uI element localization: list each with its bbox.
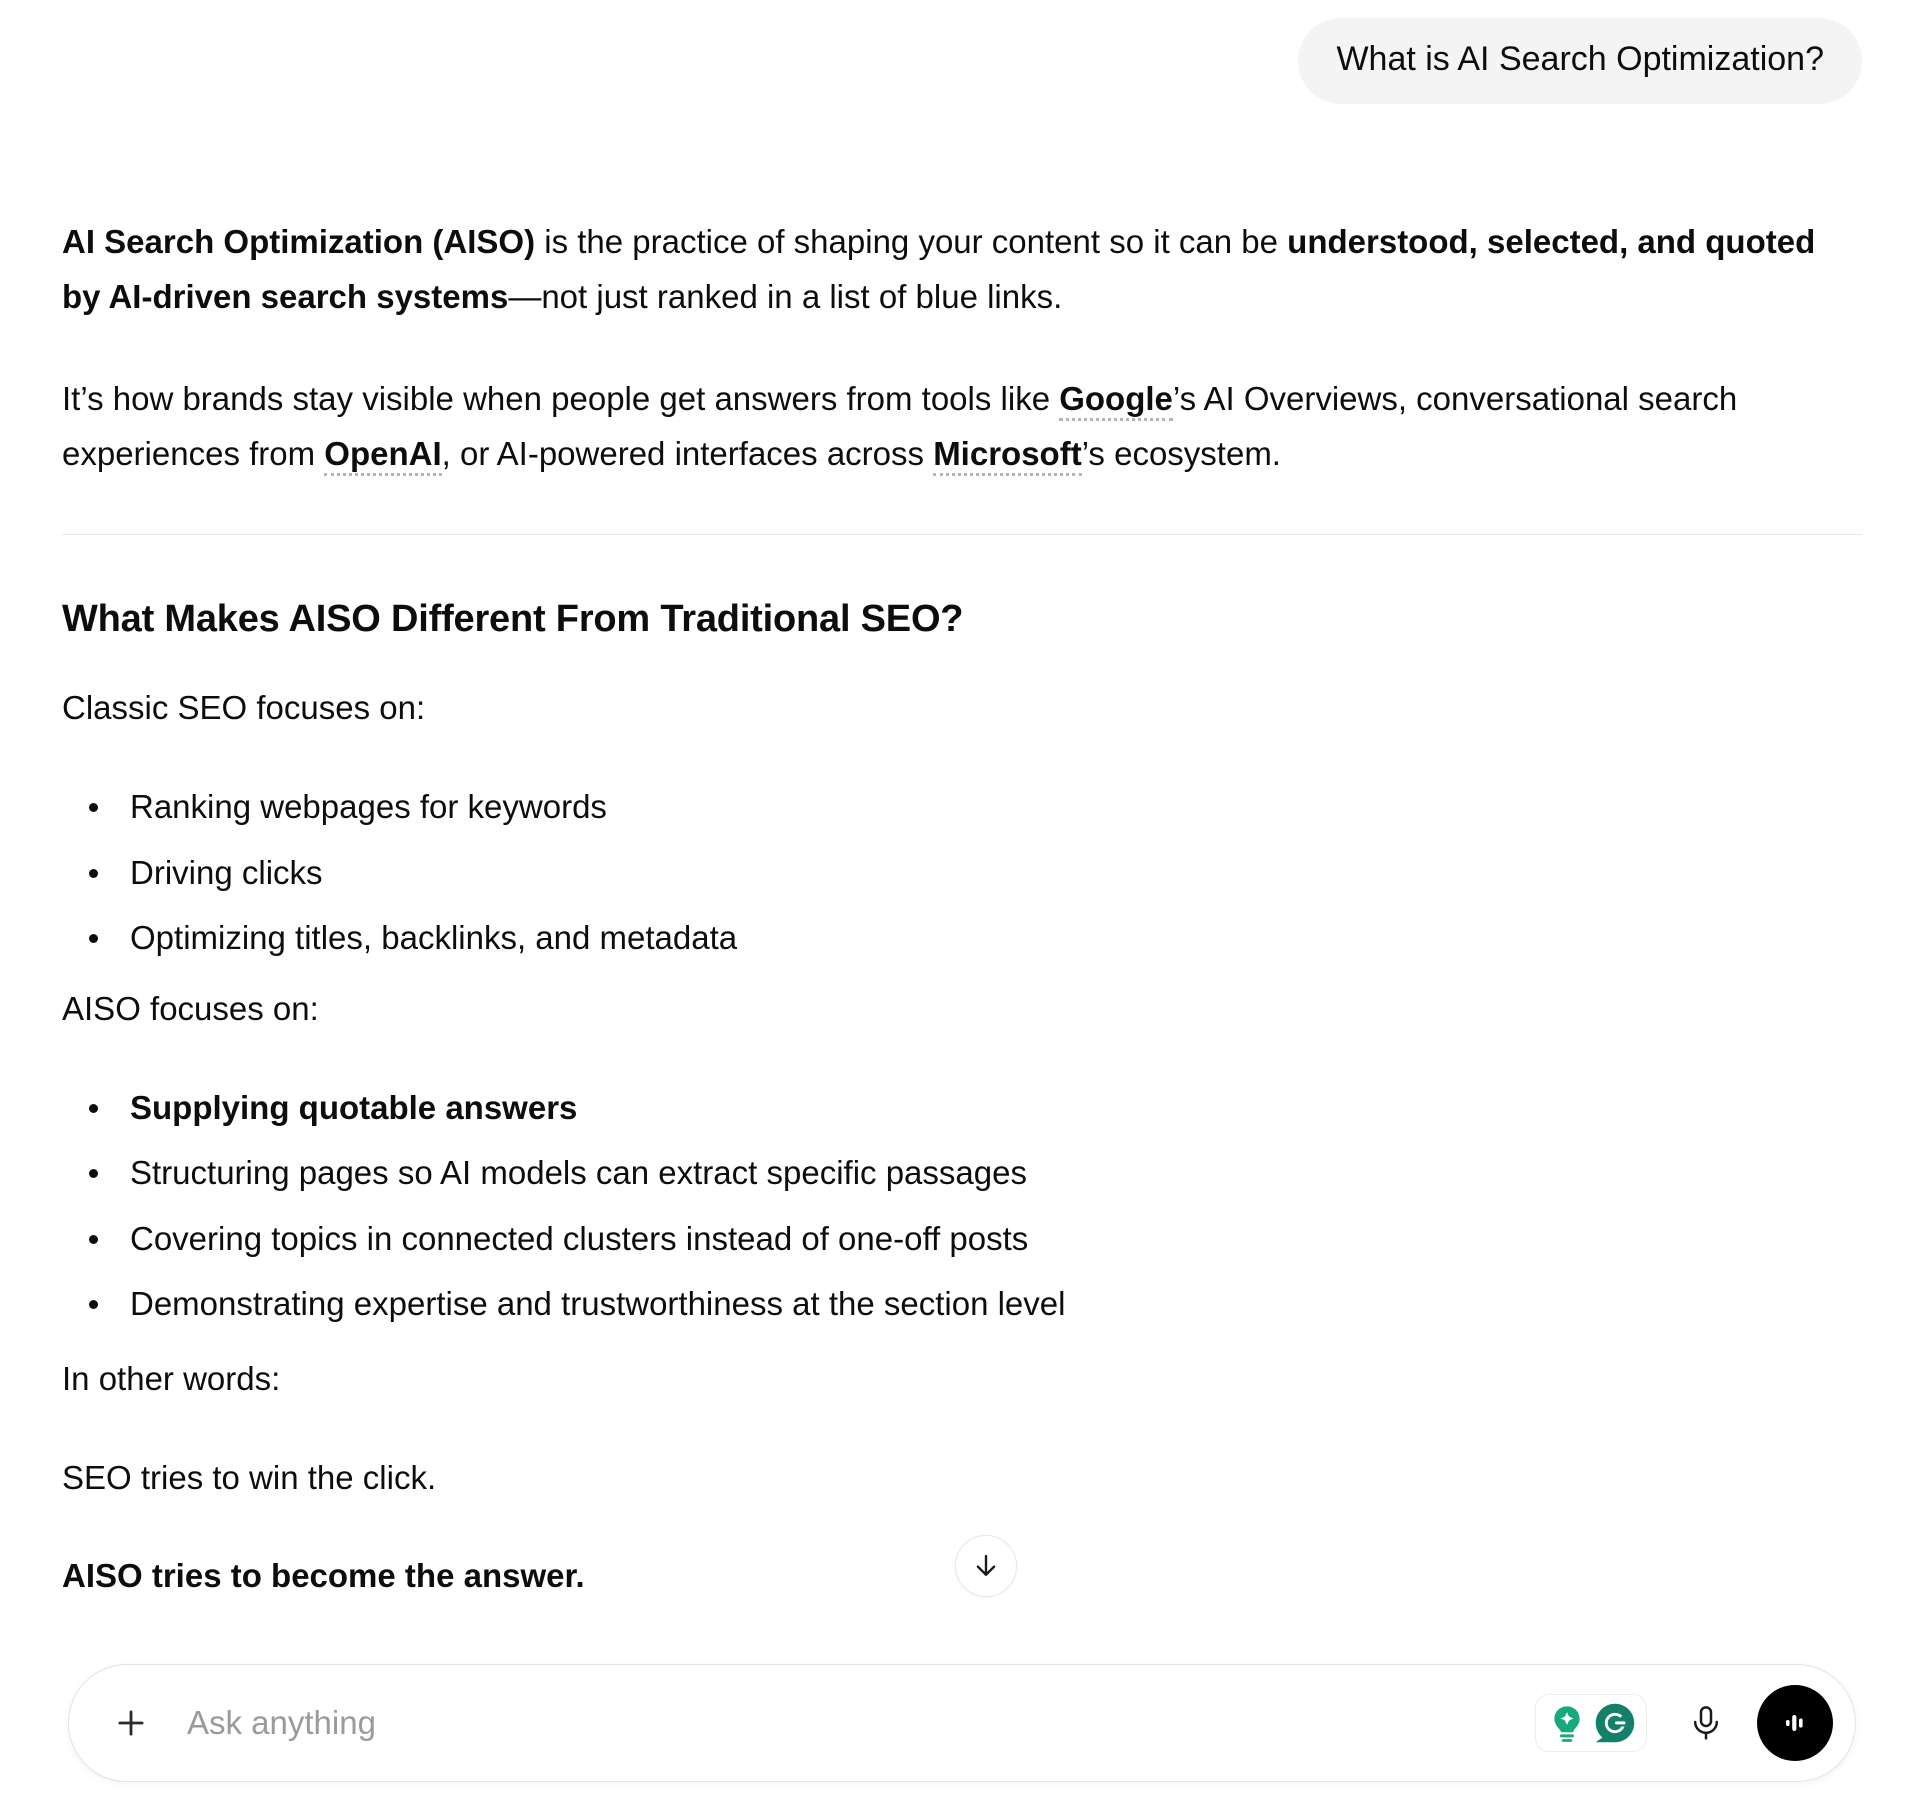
para2-segment-4: ’s ecosystem. <box>1081 435 1281 473</box>
para2-segment-3: , or AI-powered interfaces across <box>441 435 934 473</box>
grammarly-logo-icon[interactable] <box>1594 1702 1636 1744</box>
user-message-bubble[interactable]: What is AI Search Optimization? <box>1298 18 1862 104</box>
browser-extension-badges[interactable] <box>1535 1694 1647 1752</box>
list-item: Demonstrating expertise and trustworthiness at the section level <box>62 1278 1862 1329</box>
voice-waveform-icon <box>1775 1703 1815 1743</box>
assistant-paragraph-1 <box>62 214 1862 325</box>
para2-segment-1: It’s how brands stay visible when people get answers from tools like <box>62 379 1060 417</box>
para1-middle: is the practice of shaping your content so it can be <box>535 222 1288 260</box>
brand-mention-google[interactable]: Google <box>1059 380 1173 421</box>
plus-icon <box>112 1704 150 1742</box>
composer-actions <box>1535 1685 1833 1761</box>
composer-container <box>0 1664 1924 1818</box>
content-divider <box>62 534 1862 535</box>
list-item: Ranking webpages for keywords <box>62 781 1862 832</box>
scroll-to-bottom-button[interactable] <box>955 1535 1017 1597</box>
ask-anything-input[interactable] <box>159 1693 1535 1753</box>
arrow-down-icon <box>971 1551 1001 1581</box>
assistant-paragraph-2 <box>62 371 1862 482</box>
para1-bold-lead: AI Search Optimization (AISO) <box>62 222 536 260</box>
list-item: Driving clicks <box>62 847 1862 898</box>
user-message-row <box>62 18 1862 104</box>
para2-segment-2: ’s AI Overviews, conversational search experiences from <box>62 379 1738 473</box>
microphone-icon <box>1686 1703 1726 1743</box>
lightbulb-sparkle-icon[interactable] <box>1546 1702 1588 1744</box>
assistant-message <box>62 214 1862 1603</box>
dictate-microphone-button[interactable] <box>1677 1694 1735 1752</box>
para1-bold-tail: understood, selected, and quoted by AI-driven search systems <box>62 222 1816 316</box>
section-heading: What Makes AISO Different From Traditional SEO? <box>62 597 964 640</box>
composer-bar[interactable] <box>68 1664 1856 1782</box>
classic-seo-lead: Classic SEO focuses on: <box>62 689 426 727</box>
list-item: Supplying quotable answers <box>62 1082 1862 1133</box>
para1-end: —not just ranked in a list of blue links. <box>508 278 1063 316</box>
voice-mode-button[interactable] <box>1757 1685 1833 1761</box>
closing-aiso-line: AISO tries to become the answer. <box>62 1557 585 1595</box>
list-item: Optimizing titles, backlinks, and metadata <box>62 912 1862 963</box>
closing-seo-line: SEO tries to win the click. <box>62 1458 437 1496</box>
list-item: Structuring pages so AI models can extract specific passages <box>62 1147 1862 1198</box>
classic-seo-list <box>62 781 1862 962</box>
brand-mention-microsoft[interactable]: Microsoft <box>933 435 1082 476</box>
closing-lead: In other words: <box>62 1359 281 1397</box>
add-attachment-button[interactable] <box>103 1695 159 1751</box>
brand-mention-openai[interactable]: OpenAI <box>324 435 441 476</box>
aiso-list <box>62 1082 1862 1329</box>
aiso-lead: AISO focuses on: <box>62 989 319 1027</box>
list-item: Covering topics in connected clusters instead of one-off posts <box>62 1213 1862 1264</box>
